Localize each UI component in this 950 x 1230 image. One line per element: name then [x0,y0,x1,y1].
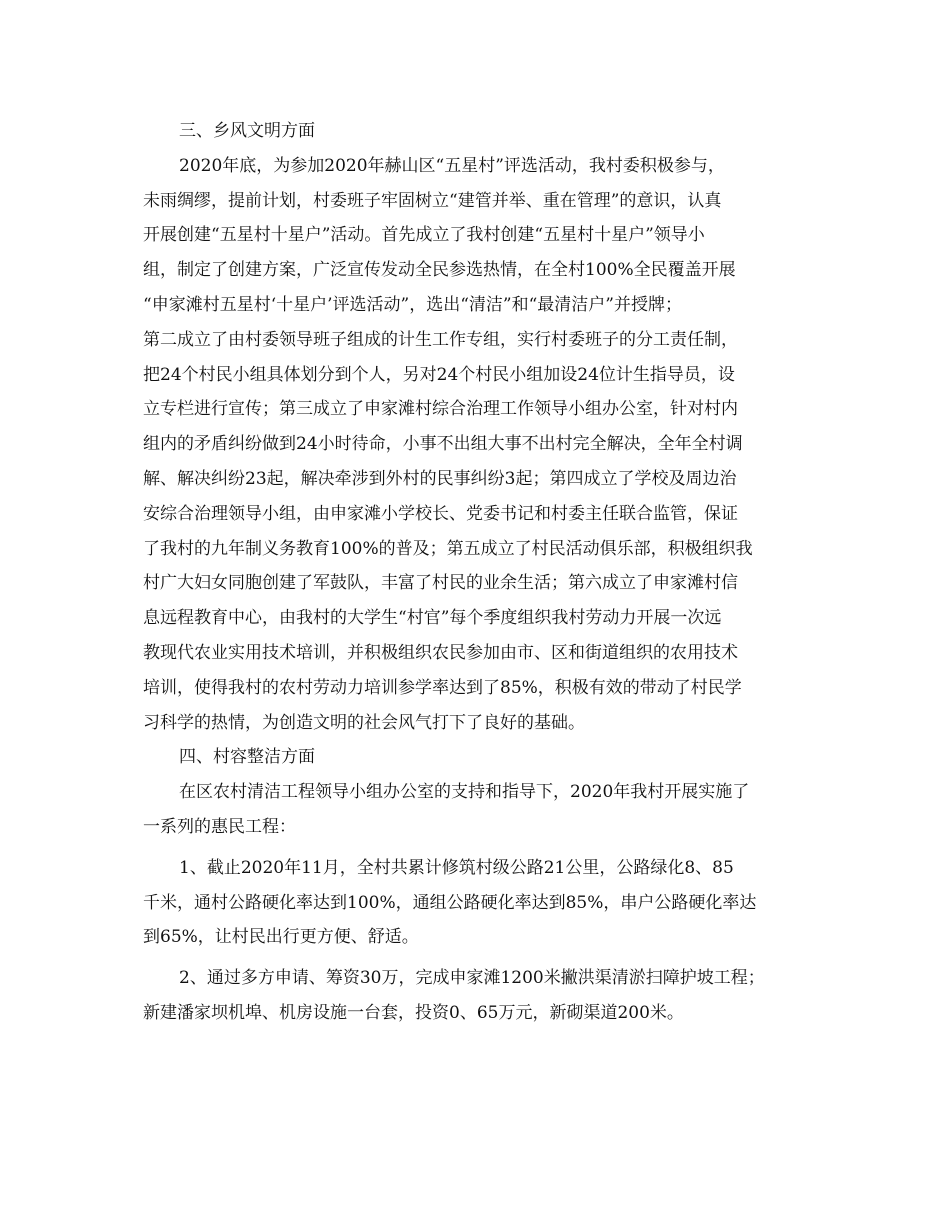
paragraph-line: 未雨绸缪，提前计划，村委班子牢固树立“建管并举、重在管理”的意识，认真 [143,190,722,211]
paragraph-line: 了我村的九年制义务教育100%的普及；第五成立了村民活动俱乐部，积极组织我 [143,538,753,559]
paragraph-line: 解、解决纠纷23起，解决牵涉到外村的民事纠纷3起；第四成立了学校及周边治 [143,468,737,489]
paragraph-line: “申家滩村五星村‘十星户’评选活动”，选出“清洁”和“最清洁户”并授牌； [143,294,682,315]
paragraph-line: 培训，使得我村的农村劳动力培训参学率达到了85%，积极有效的带动了村民学 [143,677,742,698]
paragraph-line: 立专栏进行宣传；第三成立了申家滩村综合治理工作领导小组办公室，针对村内 [143,399,738,420]
section-heading-rural-civilization: 三、乡风文明方面 [179,121,315,141]
paragraph-line: 新建潘家坝机埠、机房设施一台套，投资0、65万元，新砌渠道200米。 [143,1002,684,1023]
paragraph-line: 安综合治理领导小组，由申家滩小学校长、党委书记和村委主任联合监管，保证 [143,503,738,524]
paragraph-line: 村广大妇女同胞创建了军鼓队，丰富了村民的业余生活；第六成立了申家滩村信 [143,573,738,594]
paragraph-line: 组内的矛盾纠纷做到24小时待命，小事不出组大事不出村完全解决，全年全村调 [143,434,743,455]
paragraph-line: 千米，通村公路硬化率达到100%，通组公路硬化率达到85%，串户公路硬化率达 [143,892,757,913]
paragraph-line: 到65%，让村民出行更方便、舒适。 [143,927,419,948]
paragraph-line: 息远程教育中心，由我村的大学生“村官”每个季度组织我村劳动力开展一次远 [143,608,722,629]
paragraph-line: 组，制定了创建方案，广泛宣传发动全民参选热情，在全村100%全民覆盖开展 [143,260,736,281]
paragraph-line: 习科学的热情，为创造文明的社会风气打下了良好的基础。 [143,712,585,733]
list-item-2: 2、通过多方申请、筹资30万，完成申家滩1200米撇洪渠清淤扫障护坡工程； [179,968,765,989]
paragraph-line: 第二成立了由村委领导班子组成的计生工作专组，实行村委班子的分工责任制， [143,329,738,350]
list-item-1: 1、截止2020年11月，全村共累计修筑村级公路21公里，公路绿化8、85 [179,857,734,878]
paragraph-line: 教现代农业实用技术培训，并积极组织农民参加由市、区和街道组织的农用技术 [143,642,738,663]
paragraph-line: 2020年底，为参加2020年赫山区“五星村”评选活动，我村委积极参与， [179,155,725,176]
paragraph-line: 一系列的惠民工程： [143,816,296,837]
paragraph-line: 在区农村清洁工程领导小组办公室的支持和指导下，2020年我村开展实施了 [179,782,750,803]
paragraph-line: 把24个村民小组具体划分到个人，另对24个村民小组加设24位计生指导员，设 [143,364,735,385]
paragraph-line: 开展创建“五星村十星户”活动。首先成立了我村创建“五星村十星户”领导小 [143,225,705,246]
document-page [143,114,813,1031]
section-heading-village-cleanliness: 四、村容整洁方面 [179,747,315,768]
